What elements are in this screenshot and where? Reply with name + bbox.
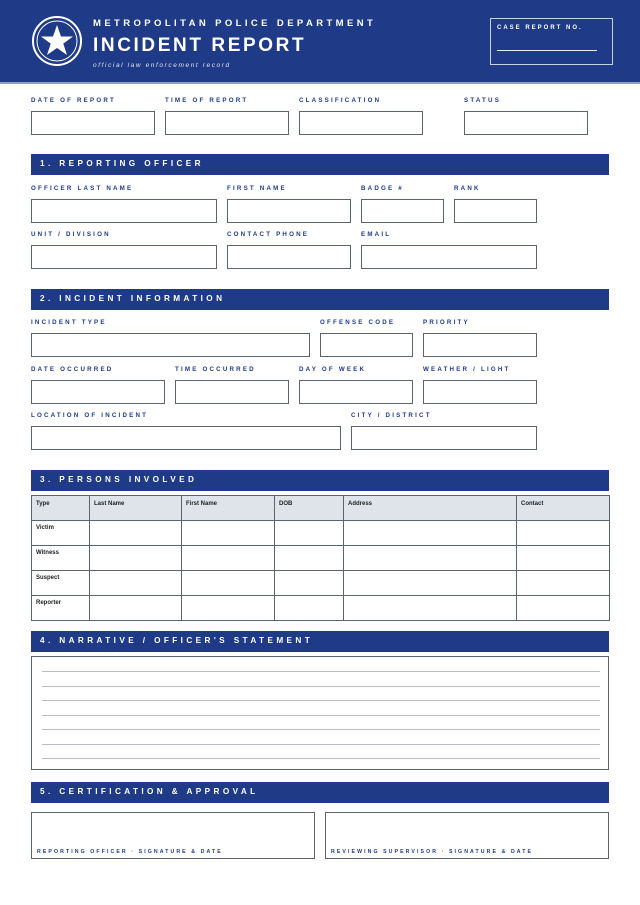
section-title: 5. CERTIFICATION & APPROVAL <box>40 787 259 796</box>
table-cell[interactable] <box>517 521 610 546</box>
status-label: STATUS <box>464 97 502 104</box>
table-cell[interactable] <box>182 596 275 621</box>
time-occurred-field[interactable] <box>175 380 289 404</box>
column-header: Contact <box>517 496 610 521</box>
table-cell[interactable] <box>182 521 275 546</box>
classification-label: CLASSIFICATION <box>299 97 382 104</box>
section-incident-information <box>31 289 609 310</box>
badge-field[interactable] <box>361 199 444 223</box>
incident-type-field[interactable] <box>31 333 310 357</box>
classification-field[interactable] <box>299 111 423 135</box>
section-persons-involved <box>31 470 609 491</box>
time-occurred-label: TIME OCCURRED <box>175 366 256 373</box>
ruled-line <box>42 686 600 687</box>
email-label: EMAIL <box>361 231 392 238</box>
officer-last-name-label: OFFICER LAST NAME <box>31 185 134 192</box>
priority-field[interactable] <box>423 333 537 357</box>
location-label: LOCATION OF INCIDENT <box>31 412 149 419</box>
table-cell[interactable] <box>275 546 344 571</box>
date-of-report-label: DATE OF REPORT <box>31 97 116 104</box>
table-cell[interactable] <box>517 596 610 621</box>
case-report-line <box>497 50 597 51</box>
column-header: Type <box>32 496 90 521</box>
case-report-box[interactable] <box>490 18 613 65</box>
city-district-label: CITY / DISTRICT <box>351 412 432 419</box>
ruled-line <box>42 715 600 716</box>
unit-label: UNIT / DIVISION <box>31 231 111 238</box>
officer-last-name-field[interactable] <box>31 199 217 223</box>
status-field[interactable] <box>464 111 588 135</box>
time-of-report-field[interactable] <box>165 111 289 135</box>
weather-field[interactable] <box>423 380 537 404</box>
ruled-line <box>42 744 600 745</box>
section-title: 2. INCIDENT INFORMATION <box>40 294 226 303</box>
reviewing-supervisor-signature-label: REVIEWING SUPERVISOR · SIGNATURE & DATE <box>331 849 534 855</box>
page-title: INCIDENT REPORT <box>93 35 307 56</box>
day-of-week-label: DAY OF WEEK <box>299 366 367 373</box>
table-cell[interactable] <box>90 521 182 546</box>
column-header: DOB <box>275 496 344 521</box>
time-of-report-label: TIME OF REPORT <box>165 97 249 104</box>
incident-type-label: INCIDENT TYPE <box>31 319 107 326</box>
section-reporting-officer <box>31 154 609 175</box>
page-subtitle: official law enforcement record <box>93 62 231 69</box>
table-cell[interactable] <box>90 571 182 596</box>
city-district-field[interactable] <box>351 426 537 450</box>
section-title: 4. NARRATIVE / OFFICER'S STATEMENT <box>40 636 314 645</box>
row-type: Suspect <box>32 571 90 596</box>
rank-field[interactable] <box>454 199 537 223</box>
table-header-row <box>32 496 610 521</box>
narrative-textarea[interactable] <box>31 656 609 770</box>
table-cell[interactable] <box>182 571 275 596</box>
table-cell[interactable] <box>90 596 182 621</box>
first-name-label: FIRST NAME <box>227 185 287 192</box>
first-name-field[interactable] <box>227 199 351 223</box>
location-field[interactable] <box>31 426 341 450</box>
day-of-week-field[interactable] <box>299 380 413 404</box>
badge-label: BADGE # <box>361 185 404 192</box>
reviewing-supervisor-signature-box[interactable] <box>325 812 609 859</box>
table-row <box>32 546 610 571</box>
row-type: Reporter <box>32 596 90 621</box>
ruled-line <box>42 700 600 701</box>
ruled-line <box>42 758 600 759</box>
reporting-officer-signature-box[interactable] <box>31 812 315 859</box>
contact-phone-label: CONTACT PHONE <box>227 231 310 238</box>
column-header: Last Name <box>90 496 182 521</box>
email-field[interactable] <box>361 245 537 269</box>
table-row <box>32 596 610 621</box>
department-name: METROPOLITAN POLICE DEPARTMENT <box>93 18 377 29</box>
table-cell[interactable] <box>344 596 517 621</box>
date-occurred-field[interactable] <box>31 380 165 404</box>
reporting-officer-signature-label: REPORTING OFFICER · SIGNATURE & DATE <box>37 849 223 855</box>
table-row <box>32 571 610 596</box>
section-narrative <box>31 631 609 652</box>
table-cell[interactable] <box>182 546 275 571</box>
table-cell[interactable] <box>344 571 517 596</box>
table-cell[interactable] <box>517 571 610 596</box>
table-cell[interactable] <box>344 546 517 571</box>
rank-label: RANK <box>454 185 481 192</box>
contact-phone-field[interactable] <box>227 245 351 269</box>
table-cell[interactable] <box>275 571 344 596</box>
ruled-line <box>42 729 600 730</box>
table-cell[interactable] <box>344 521 517 546</box>
date-of-report-field[interactable] <box>31 111 155 135</box>
table-cell[interactable] <box>275 596 344 621</box>
section-title: 3. PERSONS INVOLVED <box>40 475 198 484</box>
column-header: Address <box>344 496 517 521</box>
offense-code-field[interactable] <box>320 333 413 357</box>
date-occurred-label: DATE OCCURRED <box>31 366 114 373</box>
unit-field[interactable] <box>31 245 217 269</box>
table-row <box>32 521 610 546</box>
section-certification <box>31 782 609 803</box>
priority-label: PRIORITY <box>423 319 470 326</box>
table-cell[interactable] <box>517 546 610 571</box>
case-report-label: CASE REPORT NO. <box>497 25 583 31</box>
ruled-line <box>42 671 600 672</box>
offense-code-label: OFFENSE CODE <box>320 319 396 326</box>
section-title: 1. REPORTING OFFICER <box>40 159 204 168</box>
persons-table <box>31 495 610 621</box>
header-rule <box>0 82 640 84</box>
star-seal-icon <box>32 16 82 66</box>
weather-label: WEATHER / LIGHT <box>423 366 511 373</box>
table-cell[interactable] <box>275 521 344 546</box>
column-header: First Name <box>182 496 275 521</box>
row-type: Victim <box>32 521 90 546</box>
row-type: Witness <box>32 546 90 571</box>
table-cell[interactable] <box>90 546 182 571</box>
